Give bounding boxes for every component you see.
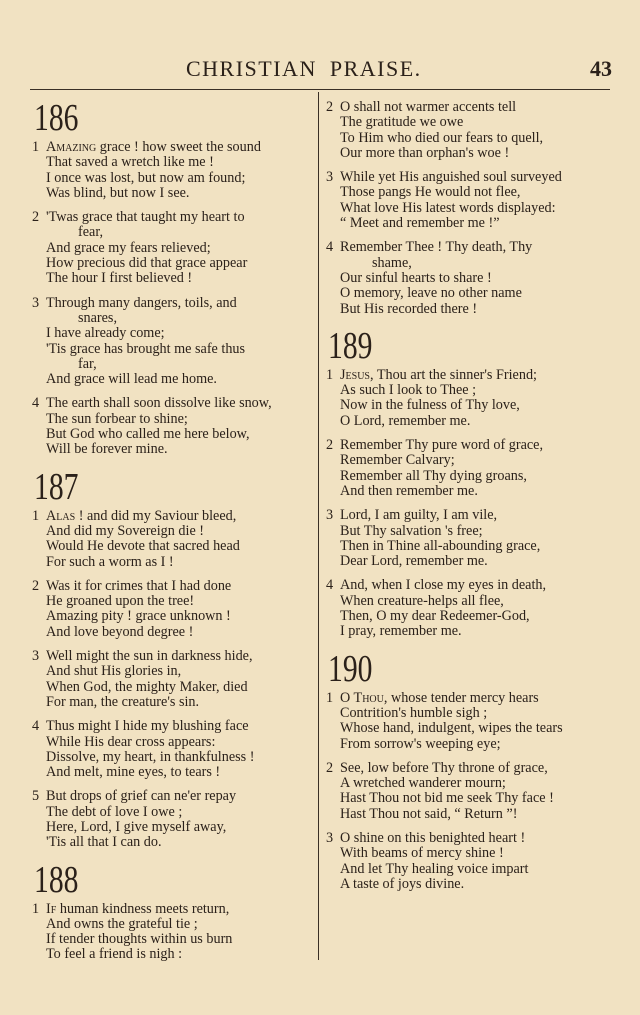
stanza-line: Would He devote that sacred head: [46, 538, 240, 555]
stanza-line: [324, 438, 614, 453]
stanza-number: 1: [32, 507, 40, 524]
stanza: [30, 509, 315, 570]
stanza-line: [30, 649, 315, 664]
right-column: [324, 92, 614, 901]
stanza-line: Will be forever mine.: [46, 441, 168, 458]
stanza: [324, 100, 614, 161]
stanza-number: 3: [326, 829, 334, 846]
stanza-line: A taste of joys divine.: [340, 875, 465, 892]
stanza-number: 1: [32, 900, 40, 917]
hymn-188-continued: [324, 100, 614, 317]
hymn-190: [324, 649, 614, 893]
stanza-line: [30, 579, 315, 594]
running-header: [0, 56, 640, 86]
first-word: O Thou: [340, 689, 384, 706]
line-text: The earth shall soon dissolve like snow,: [46, 395, 272, 412]
stanza-number: 3: [326, 507, 334, 524]
stanza-line: From sorrow's weeping eye;: [340, 735, 501, 752]
stanza-line: The gratitude we owe: [340, 114, 464, 131]
stanza: [30, 296, 315, 388]
stanza-line: When creature-helps all flee,: [340, 592, 504, 609]
stanza-number: 4: [32, 718, 40, 735]
line-text: , whose tender mercy hears: [383, 689, 539, 706]
stanza-number: 3: [32, 648, 40, 665]
stanza: [30, 396, 315, 457]
stanza-line: And melt, mine eyes, to tears !: [46, 764, 221, 781]
stanza-line: Was blind, but now I see.: [46, 184, 190, 201]
stanza-line-continuation: snares,: [78, 309, 118, 326]
stanza-line: [30, 296, 315, 311]
stanza-line: [324, 368, 614, 383]
hymn-186: [30, 98, 315, 458]
stanza-line: Our more than orphan's woe !: [340, 144, 510, 161]
stanza-line: For such a worm as I !: [46, 553, 174, 570]
stanza-line: How precious did that grace appear: [46, 255, 248, 272]
stanza-line: [30, 396, 315, 411]
stanza: [30, 579, 315, 640]
stanza-line: A wretched wanderer mourn;: [340, 775, 506, 792]
stanza-line: O memory, leave no other name: [340, 285, 522, 302]
hymn-number: 186: [34, 97, 79, 139]
stanza-line: Our sinful hearts to share !: [340, 269, 492, 286]
stanza-line: Whose hand, indulgent, wipes the tears: [340, 720, 563, 737]
stanza: [324, 240, 614, 316]
hymn-189: [324, 326, 614, 640]
line-text: O shine on this benighted heart !: [340, 829, 526, 846]
first-word: If: [46, 900, 57, 917]
column-divider: [318, 92, 319, 960]
stanza-line: But God who called me here below,: [46, 426, 250, 443]
hymn-number: 189: [328, 324, 373, 367]
stanza-line: Contrition's humble sigh ;: [340, 704, 488, 721]
stanza-number: 2: [326, 99, 334, 115]
stanza: [324, 438, 614, 499]
stanza-number: 4: [326, 239, 334, 256]
stanza: [324, 691, 614, 752]
stanza-line: To feel a friend is nigh :: [46, 946, 183, 963]
stanza-line-continuation: fear,: [78, 224, 104, 241]
stanza-line: I have already come;: [46, 325, 165, 342]
stanza-number: 4: [326, 577, 334, 594]
line-text: But drops of grief can ne'er repay: [46, 788, 237, 805]
stanza: [324, 170, 614, 231]
line-text: 'Twas grace that taught my heart to: [46, 209, 245, 226]
stanza-line: [324, 100, 614, 115]
stanza-number: 1: [326, 366, 334, 383]
stanza-line: Now in the fulness of Thy love,: [340, 397, 520, 414]
first-word: Amazing: [46, 139, 97, 155]
line-text: And, when I close my eyes in death,: [340, 577, 547, 594]
stanza-number: 1: [32, 139, 40, 155]
stanza-line: And then remember me.: [340, 482, 478, 499]
stanza-line: [324, 170, 614, 185]
line-text: O shall not warmer accents tell: [340, 99, 517, 115]
stanza: [30, 719, 315, 780]
stanza-line: But Thy salvation 's free;: [340, 522, 483, 539]
stanza-line: Hast Thou not bid me seek Thy face !: [340, 790, 554, 807]
stanza-line: [30, 140, 315, 155]
stanza-line: I pray, remember me.: [340, 623, 462, 640]
line-text: ! and did my Saviour bleed,: [75, 507, 237, 524]
stanza: [324, 578, 614, 639]
stanza-line: The hour I first believed !: [46, 270, 193, 287]
line-text: While yet His anguished soul surveyed: [340, 169, 562, 186]
stanza-line: “ Meet and remember me !”: [340, 215, 500, 232]
line-text: Lord, I am guilty, I am vile,: [340, 507, 498, 524]
stanza-line: To Him who died our fears to quell,: [340, 129, 544, 146]
stanza-line: Those pangs He would not flee,: [340, 184, 521, 201]
stanza-line: And grace my fears relieved;: [46, 239, 211, 256]
hymn-188: [30, 860, 315, 963]
stanza-line: The debt of love I owe ;: [46, 803, 183, 820]
stanza-line: Hast Thou not said, “ Return ”!: [340, 805, 518, 822]
stanza-line: Amazing pity ! grace unknown !: [46, 608, 231, 625]
stanza-line: And love beyond degree !: [46, 623, 194, 640]
stanza-line: For man, the creature's sin.: [46, 693, 200, 710]
stanza-number: 4: [32, 395, 40, 412]
line-text: human kindness meets return,: [56, 900, 230, 917]
stanza: [30, 902, 315, 963]
line-text: , Thou art the sinner's Friend;: [369, 366, 537, 383]
stanza-line: [30, 719, 315, 734]
line-text: See, low before Thy throne of grace,: [340, 759, 548, 776]
stanza-line: While His dear cross appears:: [46, 733, 216, 750]
stanza: [30, 789, 315, 850]
stanza-line: [324, 508, 614, 523]
hymn-number: 187: [34, 465, 79, 508]
stanza-line: [324, 578, 614, 593]
line-text: Remember Thee ! Thy death, Thy: [340, 239, 533, 256]
stanza-line-continuation: far,: [78, 355, 97, 372]
stanza-line: Then, O my dear Redeemer-God,: [340, 608, 530, 625]
line-text: Was it for crimes that I had done: [46, 577, 232, 594]
stanza-line: [324, 761, 614, 776]
stanza-number: 2: [32, 209, 40, 226]
stanza-number: 1: [326, 689, 334, 706]
hymn-187: [30, 467, 315, 851]
stanza-line: Dissolve, my heart, in thankfulness !: [46, 748, 255, 765]
stanza-line: Then in Thine all-abounding grace,: [340, 537, 541, 554]
stanza-line: [30, 210, 315, 225]
stanza-line: [30, 902, 315, 917]
stanza-line: Here, Lord, I give myself away,: [46, 818, 227, 835]
line-text: Well might the sun in darkness hide,: [46, 648, 253, 665]
line-text: Thus might I hide my blushing face: [46, 718, 249, 735]
stanza-line: But His recorded there !: [340, 300, 478, 317]
stanza-line: [324, 831, 614, 846]
stanza: [30, 140, 315, 201]
stanza-number: 3: [326, 169, 334, 186]
stanza-line: When God, the mighty Maker, died: [46, 678, 248, 695]
stanza-line: [30, 509, 315, 524]
stanza-line: And did my Sovereign die !: [46, 522, 205, 539]
stanza: [324, 368, 614, 429]
stanza-line: Remember Calvary;: [340, 452, 455, 469]
stanza-line: He groaned upon the tree!: [46, 593, 195, 610]
stanza-line: Dear Lord, remember me.: [340, 553, 488, 570]
stanza-number: 2: [32, 577, 40, 594]
stanza-number: 2: [326, 759, 334, 776]
stanza-line: And shut His glories in,: [46, 663, 182, 680]
stanza-number: 3: [32, 294, 40, 311]
stanza-line: And owns the grateful tie ;: [46, 915, 198, 932]
first-word: Jesus: [340, 366, 370, 383]
line-text: Remember Thy pure word of grace,: [340, 437, 544, 454]
stanza-line: Remember all Thy dying groans,: [340, 467, 527, 484]
stanza-line: That saved a wretch like me !: [46, 154, 214, 171]
stanza-line: [324, 240, 614, 255]
stanza: [30, 649, 315, 710]
stanza: [324, 508, 614, 569]
stanza-line: O Lord, remember me.: [340, 412, 471, 429]
stanza-number: 5: [32, 788, 40, 805]
stanza-line: The sun forbear to shine;: [46, 410, 188, 427]
stanza-line: 'Tis all that I can do.: [46, 834, 162, 851]
stanza-line: I once was lost, but now am found;: [46, 169, 246, 186]
stanza-line: With beams of mercy shine !: [340, 845, 504, 862]
stanza-line: And let Thy healing voice impart: [340, 860, 529, 877]
stanza-line: As such I look to Thee ;: [340, 382, 477, 399]
stanza: [324, 831, 614, 892]
left-column: [30, 92, 315, 972]
header-rule: [30, 89, 610, 90]
running-title: CHRISTIAN PRAISE.: [186, 56, 422, 81]
line-text: Through many dangers, toils, and: [46, 294, 237, 311]
stanza-line: What love His latest words displayed:: [340, 199, 556, 216]
stanza: [30, 210, 315, 286]
line-text: grace ! how sweet the sound: [96, 139, 261, 155]
stanza-line: [30, 789, 315, 804]
hymn-number: 188: [34, 858, 79, 901]
stanza-number: 2: [326, 437, 334, 454]
page-number: 43: [590, 56, 612, 81]
stanza: [324, 761, 614, 822]
stanza-line: 'Tis grace has brought me safe thus: [46, 340, 246, 357]
stanza-line: [324, 691, 614, 706]
stanza-line: If tender thoughts within us burn: [46, 931, 233, 948]
first-word: Alas: [46, 507, 76, 524]
hymn-number: 190: [328, 647, 373, 690]
stanza-line: And grace will lead me home.: [46, 371, 217, 388]
stanza-line-continuation: shame,: [372, 254, 412, 271]
